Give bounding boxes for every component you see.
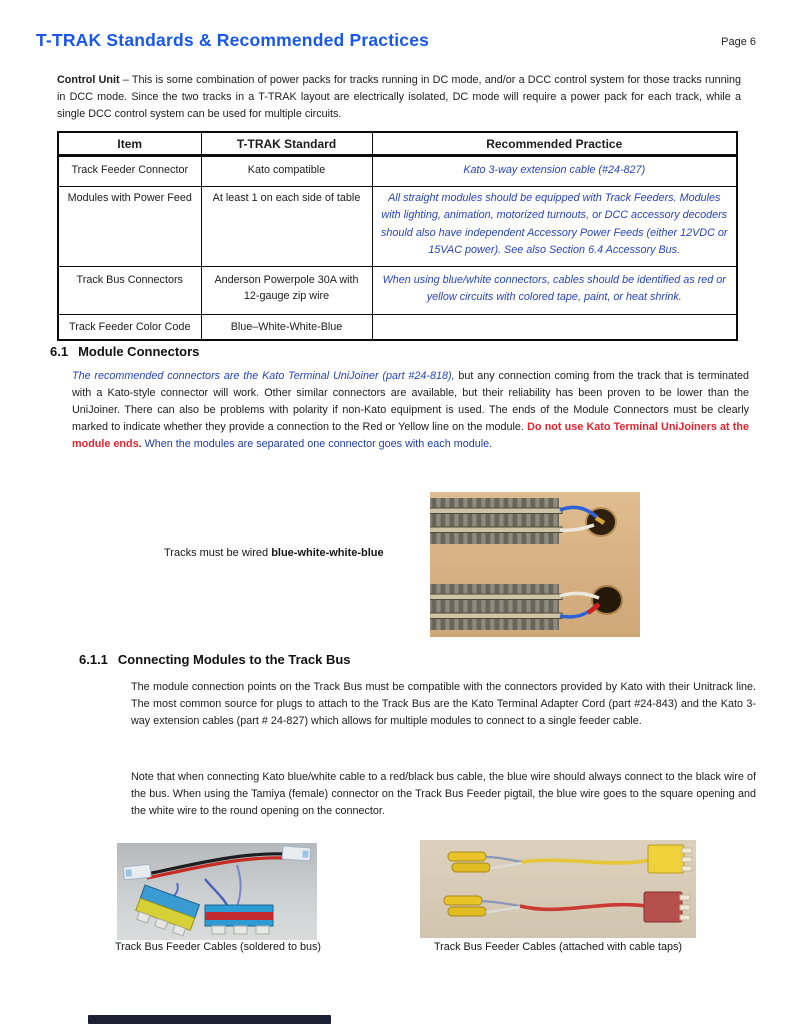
feeder-cables-taps-photo xyxy=(420,840,696,938)
header xyxy=(36,30,756,51)
page-number: Page 6 xyxy=(721,36,756,48)
cell-practice: Kato 3-way extension cable (#24-827) xyxy=(372,156,737,187)
standards-table xyxy=(57,131,738,341)
table-header-row xyxy=(58,132,737,156)
section-label: Module Connectors xyxy=(78,344,200,359)
cell-standard: Anderson Powerpole 30A with 12-gauge zip wire xyxy=(201,267,372,315)
next-page-banner-edge xyxy=(88,1015,331,1024)
track-photo-graphic xyxy=(430,492,640,637)
section-6-1-1-paragraph-2: Note that when connecting Kato blue/white cable to a red/black bus cable, the blue wire should always connect to the black wire of the bus. When using the Tamiya (female) connector on the Track Bus Feeder pigtail, the blue wire goes to the square opening and the white wire to the round opening on the connector. xyxy=(131,771,756,818)
cell-item: Track Bus Connectors xyxy=(58,267,201,315)
caption-soldered: Track Bus Feeder Cables (soldered to bus) xyxy=(114,941,322,953)
intro-text: – This is some combination of power packs for tracks running in DC mode, and/or a DCC control system for those tracks running in DCC mode. Since the two tracks in a T-TRAK layout are electrically isolated, DC mode will require a power pack for each track, while a single DCC control system can be used for multiple circuits. xyxy=(57,74,742,120)
table-row xyxy=(58,267,737,315)
warning-text: Do not use Kato Terminal UniJoiners at the module ends. xyxy=(72,421,749,450)
section-label: Connecting Modules to the Track Bus xyxy=(117,652,351,667)
cell-practice xyxy=(372,315,737,341)
standards-table-wrap xyxy=(57,131,738,341)
col-header-item: Item xyxy=(58,132,201,156)
body-text: but any connection coming from the track that is terminated with a Kato-style connector will work. Other similar connectors are available, but their reliability has been proven to be lower than the UniJoiner. There can also be problems with polarity if non-Kato equipment is used. The ends of the Module Connectors must be clearly marked to indicate whether they provide a connection to the Red or Yellow line on the module. xyxy=(72,370,749,433)
section-heading-6-1-1 xyxy=(79,652,351,667)
cell-practice: All straight modules should be equipped with Track Feeders. Modules with lighting, animation, motorized turnouts, or DCC accessory decoders should also have independent Accessory Power Feeds (either 12VDC or 15VAC power). See also Section 6.4 Accessory Bus. xyxy=(372,187,737,267)
soldered-cables-graphic xyxy=(117,843,317,940)
section-heading-6-1 xyxy=(50,344,199,359)
recommended-connector-phrase: The recommended connectors are the Kato Terminal UniJoiner (part #24-818), xyxy=(72,370,455,382)
cell-item: Track Feeder Color Code xyxy=(58,315,201,341)
cell-item: Track Feeder Connector xyxy=(58,156,201,187)
track-wiring-photo xyxy=(430,492,640,637)
cell-item: Modules with Power Feed xyxy=(58,187,201,267)
red-blue-block xyxy=(205,905,273,934)
section-6-1-paragraph xyxy=(72,368,749,453)
cell-standard: Kato compatible xyxy=(201,156,372,187)
caption-cable-taps: Track Bus Feeder Cables (attached with cable taps) xyxy=(433,941,683,953)
cell-practice: When using blue/white connectors, cables should be identified as red or yellow circuits with colored tape, paint, or heat shrink. xyxy=(372,267,737,315)
table-row xyxy=(58,187,737,267)
closing-blue-text: When the modules are separated one connector goes with each module. xyxy=(141,438,493,450)
track-caption xyxy=(164,547,384,559)
cell-standard: At least 1 on each side of table xyxy=(201,187,372,267)
intro-lead: Control Unit xyxy=(57,74,120,86)
cable-taps-graphic xyxy=(420,840,696,938)
section-number: 6.1.1 xyxy=(79,652,108,667)
table-row xyxy=(58,156,737,187)
caption-plain: Tracks must be wired xyxy=(164,547,269,559)
cell-standard: Blue–White-White-Blue xyxy=(201,315,372,341)
intro-paragraph xyxy=(57,72,741,123)
page-title: T-TRAK Standards & Recommended Practices xyxy=(36,30,430,50)
section-6-1-1-paragraph-1: The module connection points on the Track Bus must be compatible with the connectors provided by Kato with their Unitrack line. The most common source for plugs to attach to the Track Bus are the Kato Terminal Adapter Cord (part #24-843) and the Kato 3-way extension cables (part # 24-827) which allows for multiple modules to connect to a single feeder cable. xyxy=(131,681,756,728)
col-header-practice: Recommended Practice xyxy=(372,132,737,156)
feeder-cables-soldered-photo xyxy=(117,843,317,940)
section-number: 6.1 xyxy=(50,344,69,359)
table-row xyxy=(58,315,737,341)
caption-bold: blue-white-white-blue xyxy=(271,547,384,559)
white-connector-right xyxy=(282,846,311,861)
white-connector-left xyxy=(123,864,151,880)
col-header-standard: T-TRAK Standard xyxy=(201,132,372,156)
